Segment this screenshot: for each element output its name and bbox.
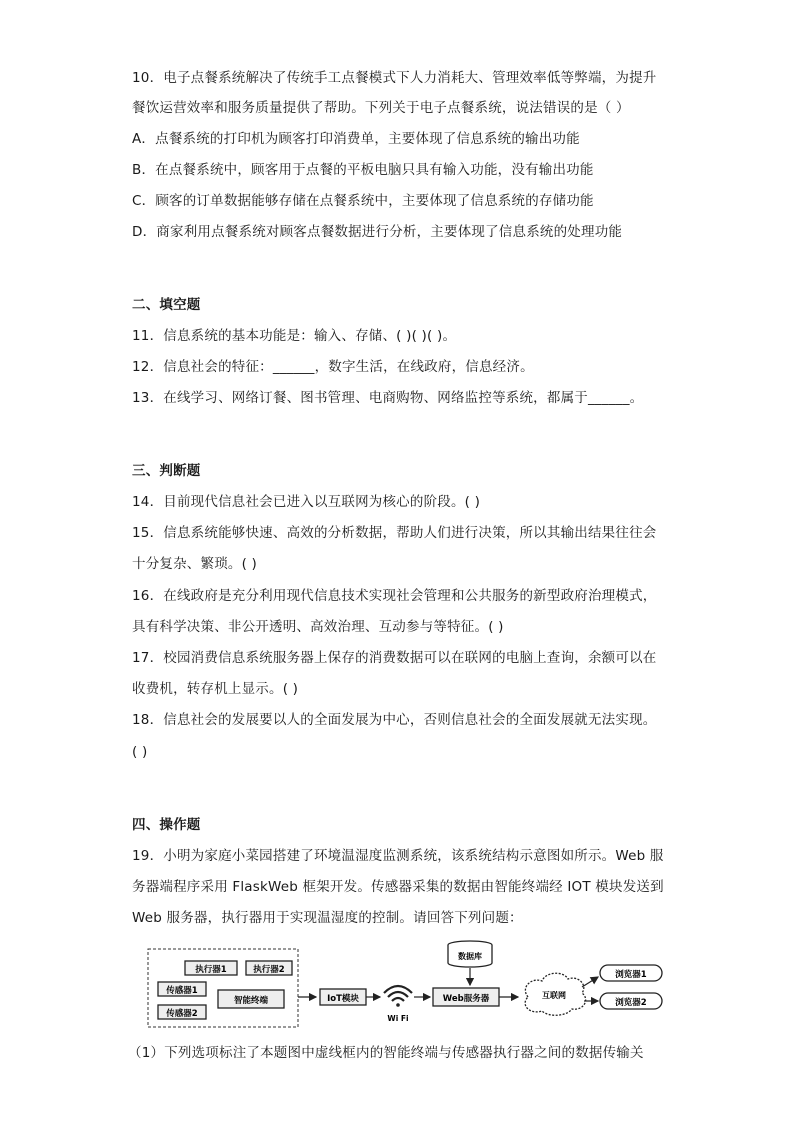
- q18-line1: 18．信息社会的发展要以人的全面发展为中心，否则信息社会的全面发展就无法实现。: [132, 712, 657, 728]
- actuator-2-label: 执行器2: [253, 965, 285, 975]
- browser-2-label: 浏览器2: [615, 998, 647, 1008]
- actuator-2-node: [246, 961, 292, 975]
- smart-terminal-node: [218, 990, 284, 1008]
- browser-1-label: 浏览器1: [615, 970, 647, 980]
- q17-line1: 17．校园消费信息系统服务器上保存的消费数据可以在联网的电脑上查询，余额可以在: [132, 650, 657, 666]
- browser-1-node: [600, 965, 662, 981]
- section-operation-title: 四、操作题: [132, 817, 201, 833]
- web-server-label: Web服务器: [442, 994, 490, 1004]
- sensor-2-label: 传感器2: [166, 1009, 198, 1019]
- web-server-node: [433, 988, 499, 1006]
- q16-line2: 具有科学决策、非公开透明、高效治理、互动参与等特征。( ): [132, 619, 504, 635]
- sensor-1-node: [158, 982, 206, 996]
- arrow-internet-browser1: [582, 977, 598, 987]
- internet-cloud-icon: [525, 973, 586, 1015]
- database-label: 数据库: [458, 952, 482, 961]
- browser-2-node: [600, 993, 662, 1009]
- q17-line2: 收费机，转存机上显示。( ): [132, 681, 299, 697]
- database-node: [448, 941, 492, 967]
- q19-line3: Web 服务器，执行器用于实现温湿度的控制。请回答下列问题：: [132, 910, 523, 926]
- section-fill-in-title: 二、填空题: [132, 297, 201, 313]
- q10-option-b: B．在点餐系统中，顾客用于点餐的平板电脑只具有输入功能，没有输出功能: [132, 162, 594, 178]
- actuator-1-node: [185, 961, 237, 975]
- q19-line1: 19．小明为家庭小菜园搭建了环境温湿度监测系统，该系统结构示意图如所示。Web 服: [132, 848, 664, 864]
- q10-stem-line2: 餐饮运营效率和服务质量提供了帮助。下列关于电子点餐系统，说法错误的是（ ）: [132, 100, 630, 116]
- q10-option-a: A．点餐系统的打印机为顾客打印消费单，主要体现了信息系统的输出功能: [132, 131, 580, 147]
- q13: 13．在线学习、网络订餐、图书管理、电商购物、网络监控等系统，都属于______。: [132, 390, 644, 406]
- wifi-label: Wi Fi: [387, 1014, 409, 1023]
- q14: 14．目前现代信息社会已进入以互联网为核心的阶段。( ): [132, 494, 481, 510]
- wifi-icon: [384, 986, 412, 1007]
- q15-line2: 十分复杂、繁琐。( ): [132, 556, 258, 572]
- q10-option-d: D．商家利用点餐系统对顾客点餐数据进行分析，主要体现了信息系统的处理功能: [132, 224, 623, 240]
- system-structure-diagram: [140, 935, 680, 1035]
- internet-label: 互联网: [542, 991, 566, 1000]
- sensor-2-node: [158, 1005, 206, 1019]
- q16-line1: 16．在线政府是充分利用现代信息技术实现社会管理和公共服务的新型政府治理模式，: [132, 588, 657, 604]
- section-true-false-title: 三、判断题: [132, 463, 201, 479]
- sensor-1-label: 传感器1: [166, 986, 198, 996]
- q18-line2: ( ): [132, 744, 148, 760]
- q12: 12．信息社会的特征：______，数字生活，在线政府，信息经济。: [132, 359, 534, 375]
- smart-terminal-label: 智能终端: [233, 996, 269, 1006]
- q10-option-c: C．顾客的订单数据能够存储在点餐系统中，主要体现了信息系统的存储功能: [132, 193, 594, 209]
- iot-module-node: [320, 989, 366, 1005]
- actuator-1-label: 执行器1: [195, 965, 227, 975]
- q19-subquestion-1: （1）下列选项标注了本题图中虚线框内的智能终端与传感器执行器之间的数据传输关: [128, 1045, 644, 1061]
- iot-module-label: IoT模块: [327, 994, 359, 1004]
- q10-stem-line1: 10．电子点餐系统解决了传统手工点餐模式下人力消耗大、管理效率低等弊端，为提升: [132, 70, 657, 86]
- q15-line1: 15．信息系统能够快速、高效的分析数据，帮助人们进行决策，所以其输出结果往往会: [132, 525, 657, 541]
- q11: 11．信息系统的基本功能是：输入、存储、( )( )( )。: [132, 328, 457, 344]
- q19-line2: 务器端程序采用 FlaskWeb 框架开发。传感器采集的数据由智能终端经 IOT 模块发送到: [132, 879, 664, 895]
